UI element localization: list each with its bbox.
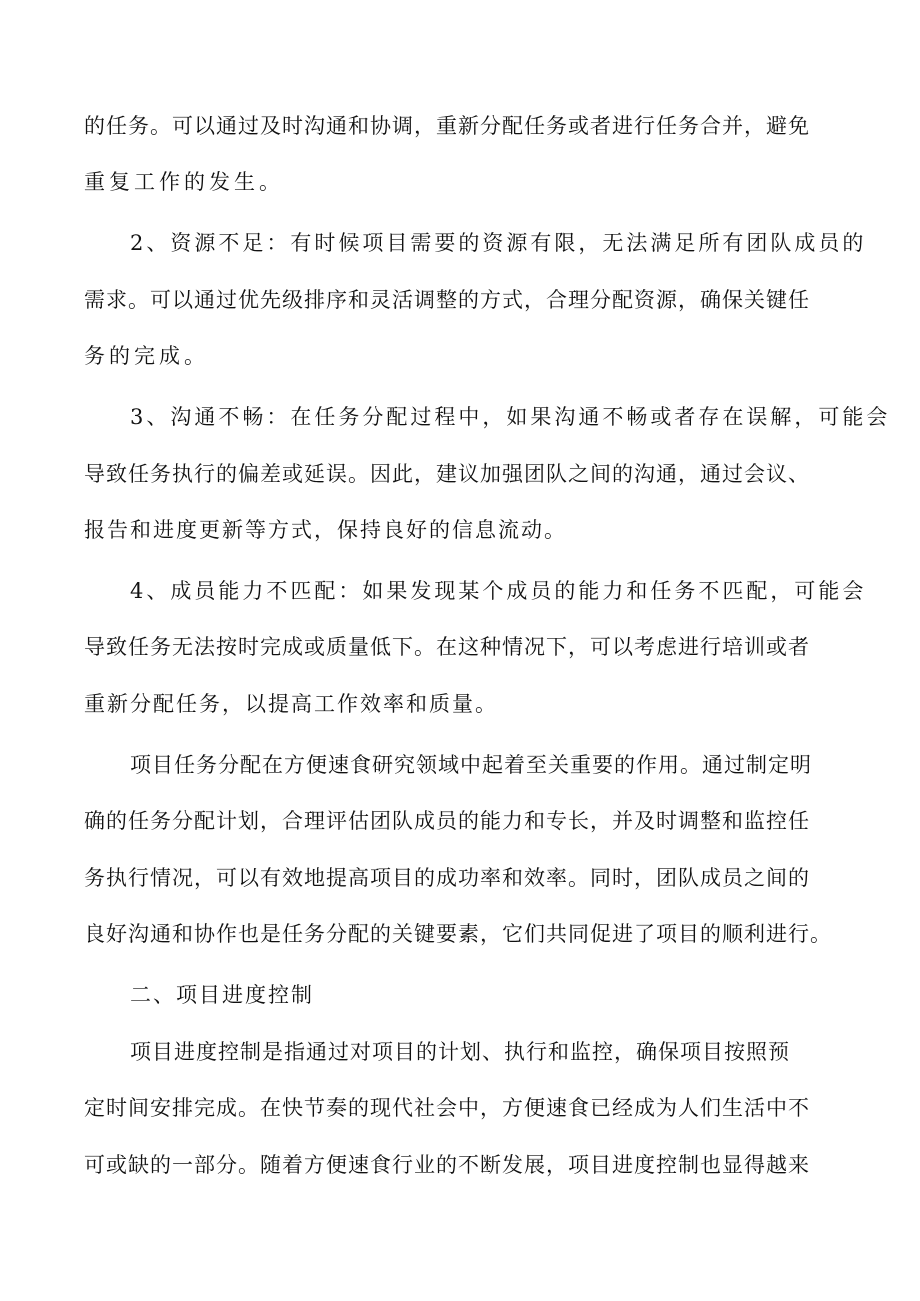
text-line: 报告和进度更新等方式，保持良好的信息流动。 bbox=[84, 518, 567, 542]
text-line: 务执行情况，可以有效地提高项目的成功率和效率。同时，团队成员之间的 bbox=[84, 866, 810, 890]
text-line: 导致任务无法按时完成或质量低下。在这种情况下，可以考虑进行培训或者 bbox=[84, 635, 810, 659]
section-heading: 二、项目进度控制 bbox=[130, 983, 314, 1007]
text-line: 定时间安排完成。在快节奏的现代社会中，方便速食已经成为人们生活中不 bbox=[84, 1096, 810, 1120]
paragraph-text: 项目进度控制是指通过对项目的计划、执行和监控，确保项目按照预 bbox=[130, 1040, 790, 1064]
text-line: 可或缺的一部分。随着方便速食行业的不断发展，项目进度控制也显得越来 bbox=[84, 1153, 810, 1177]
list-item-text: 4、成员能力不匹配：如果发现某个成员的能力和任务不匹配，可能会 bbox=[130, 579, 867, 603]
text-line: 确的任务分配计划，合理评估团队成员的能力和专长，并及时调整和监控任 bbox=[84, 809, 810, 833]
list-item-text: 2、资源不足：有时候项目需要的资源有限，无法满足所有团队成员的 bbox=[130, 231, 867, 255]
text-line: 务的完成。 bbox=[84, 344, 209, 368]
text-line: 重复工作的发生。 bbox=[84, 170, 284, 194]
text-line: 的任务。可以通过及时沟通和协调，重新分配任务或者进行任务合并，避免 bbox=[84, 114, 810, 138]
text-line: 导致任务执行的偏差或延误。因此，建议加强团队之间的沟通，通过会议、 bbox=[84, 462, 810, 486]
text-line: 需求。可以通过优先级排序和灵活调整的方式，合理分配资源，确保关键任 bbox=[84, 288, 810, 312]
list-item-text: 3、沟通不畅：在任务分配过程中，如果沟通不畅或者存在误解，可能会 bbox=[130, 405, 891, 429]
text-line: 良好沟通和协作也是任务分配的关键要素，它们共同促进了项目的顺利进行。 bbox=[84, 922, 832, 946]
paragraph-text: 项目任务分配在方便速食研究领域中起着至关重要的作用。通过制定明 bbox=[130, 753, 812, 777]
text-line: 重新分配任务，以提高工作效率和质量。 bbox=[84, 692, 498, 716]
